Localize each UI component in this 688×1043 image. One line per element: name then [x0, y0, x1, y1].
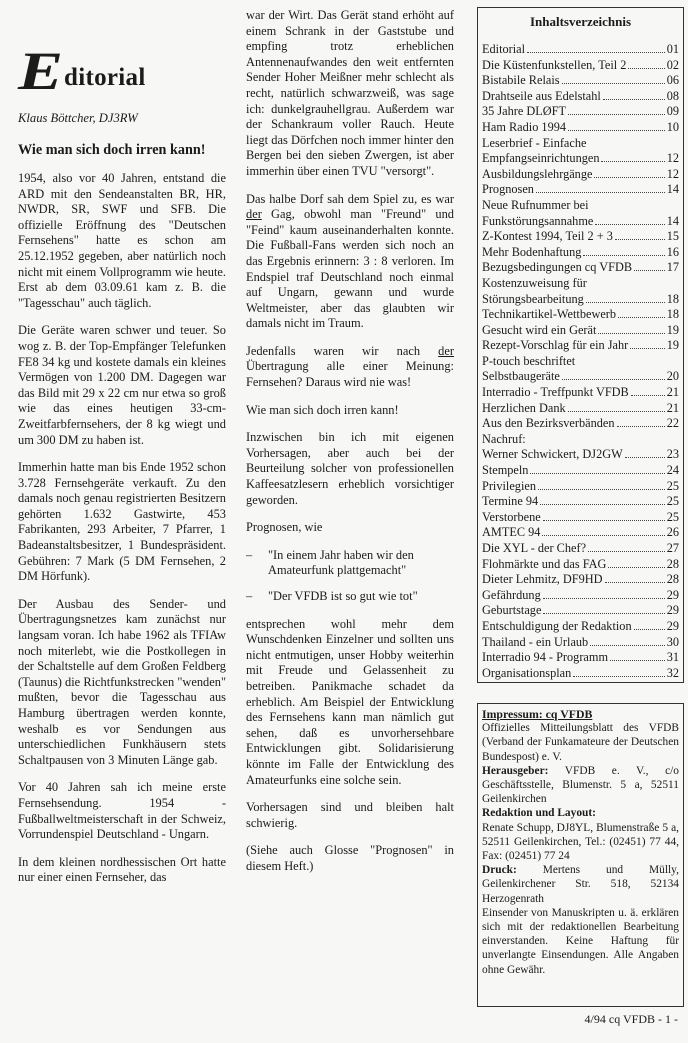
toc-leader-dots — [618, 317, 665, 318]
toc-entry-page: 17 — [666, 260, 679, 275]
toc-entry — [482, 588, 679, 604]
toc-leader-dots — [527, 52, 665, 53]
toc-entry-title: Termine 94 — [482, 494, 539, 509]
toc-entry-page: 14 — [666, 213, 679, 228]
toc-entry-page: 21 — [666, 400, 679, 415]
toc-entry-title: Die Küstenfunkstellen, Teil 2 — [482, 57, 627, 72]
toc-entry-page: 32 — [666, 665, 679, 680]
toc-entry — [482, 167, 679, 183]
toc-entry-title: Dieter Lehmitz, DF9HD — [482, 572, 603, 587]
impressum-note: Einsender von Manuskripten u. ä. erklären sich mit der redaktionellen Bearbeitung einverstanden. Keine Haftung für unverlangte Einsendungen. Alle Angaben ohne Gewähr. — [482, 906, 679, 976]
toc-entry — [482, 354, 679, 385]
toc-entry-title: Gefährdung — [482, 587, 541, 602]
toc-entry — [482, 479, 679, 495]
toc-entry-page: 22 — [666, 416, 679, 431]
column-left — [18, 0, 226, 898]
toc-entry — [482, 650, 679, 666]
toc-entry — [482, 603, 679, 619]
toc-entry-prefix: Leserbrief - Einfache — [482, 135, 587, 150]
impressum-intro: Offizielles Mitteilungsblatt des VFDB (Verband der Funkamateure der Deutschen Bundespost) e. V. — [482, 722, 679, 763]
toc-entry — [482, 120, 679, 136]
toc-entry-page: 27 — [666, 541, 679, 555]
toc-entry-title: Geburtstage — [482, 603, 542, 618]
toc-leader-dots — [603, 99, 665, 100]
column-right — [477, 7, 684, 1007]
toc-entry — [482, 276, 679, 307]
toc-entry — [482, 666, 679, 682]
toc-entry-page: 19 — [666, 338, 679, 353]
editorial-headline: Wie man sich doch irren kann! — [18, 142, 206, 158]
toc-entry — [482, 525, 679, 541]
toc-entry-page: 18 — [666, 307, 679, 322]
toc-entry-page: 16 — [666, 244, 679, 259]
toc-leader-dots — [586, 302, 665, 303]
paragraph: Wie man sich doch irren kann! — [246, 402, 399, 417]
toc-entry-title: Interradio 94 - Programm — [482, 650, 609, 665]
toc-entry-title: Herzlichen Dank — [482, 400, 566, 415]
toc-entry-title: Funkstörungsannahme — [482, 213, 594, 228]
toc-entry-prefix: Neue Rufnummer bei — [482, 197, 589, 212]
toc-leader-dots — [583, 255, 664, 256]
toc-entry-title: Ausbildungslehrgänge — [482, 166, 593, 181]
toc-entry-page: 31 — [666, 650, 679, 665]
toc-entry — [482, 635, 679, 651]
toc-entry — [482, 58, 679, 74]
toc-entry — [482, 42, 679, 58]
toc-entry-page: 14 — [666, 182, 679, 197]
toc-entry-title: Rezept-Vorschlag für ein Jahr — [482, 338, 629, 353]
toc-entry-page: 18 — [666, 291, 679, 306]
toc-leader-dots — [573, 676, 664, 677]
toc-entry — [482, 385, 679, 401]
toc-entry-page: 01 — [666, 42, 679, 56]
paragraph: Prognosen, wie — [246, 520, 323, 535]
toc-entry — [482, 432, 679, 463]
toc-entry-title: Mehr Bodenhaftung — [482, 244, 582, 259]
toc-leader-dots — [568, 114, 665, 115]
toc-entry-page: 29 — [666, 603, 679, 618]
toc-entry — [482, 307, 679, 323]
toc-entry-page: 15 — [666, 229, 679, 244]
toc-entry-title: AMTEC 94 — [482, 525, 541, 540]
toc-entry-page: 19 — [666, 322, 679, 337]
toc-entry — [482, 73, 679, 89]
toc-leader-dots — [594, 177, 664, 178]
toc-entry-prefix: P-touch beschriftet — [482, 353, 576, 368]
toc-leader-dots — [625, 457, 665, 458]
paragraph: entsprechen wohl mehr dem Wunschdenken Einzelner und sollten uns nicht entmutigen, unser Hobby weiterhin mit Freude und Gelassenheit zu betreiben. Panikmache schadet da erheblich. Am Beispiel der Entwicklung des Fernsehens kann man nämlich gut sehen, daß es unvorhersehbare Entwicklungen gibt. Solidarisierung könnte im Falle der Entwicklung des Amateurfunks eine solche sein. — [246, 616, 454, 787]
toc-leader-dots — [588, 551, 665, 552]
toc-leader-dots — [538, 489, 665, 490]
toc-entry-title: Empfangseinrichtungen — [482, 151, 600, 166]
toc-entry — [482, 245, 679, 261]
toc-entry-page: 23 — [666, 447, 679, 462]
toc-entry — [482, 557, 679, 573]
editorial-logo — [18, 41, 226, 101]
paragraph: Das halbe Dorf sah dem Spiel zu, es war der Gag, obwohl man "Freund" und "Feind" kaum auseinanderhalten konnte. Die Fußball-Fans werden sich noch an das Ergebnis erinnern: 3 : 8 verloren. Im Endspiel traf Deutschland noch einmal auf Ungarn, gewann und wurde Weltmeister, aber das glaubten wir damals nicht im Traum. — [246, 191, 454, 331]
toc-leader-dots — [630, 348, 664, 349]
toc-entry — [482, 510, 679, 526]
toc-entry-title: Bistabile Relais — [482, 73, 560, 88]
toc-entry-page: 12 — [666, 166, 679, 181]
toc-entry — [482, 416, 679, 432]
toc-entry-title: Drahtseile aus Edelstahl — [482, 88, 601, 103]
toc-entry — [482, 323, 679, 339]
toc-entry — [482, 541, 679, 557]
paragraph: Jedenfalls waren wir nach der Übertragung alle einer Meinung: Fernsehen? Daraus wird nie was! — [246, 343, 454, 390]
table-of-contents — [477, 7, 684, 683]
toc-entry — [482, 229, 679, 245]
toc-entry-page: 06 — [666, 73, 679, 88]
toc-entry-page: 24 — [666, 463, 679, 478]
toc-entry-page: 21 — [666, 385, 679, 400]
toc-leader-dots — [634, 270, 665, 271]
toc-leader-dots — [628, 68, 664, 69]
toc-entry-title: Störungsbearbeitung — [482, 291, 584, 306]
impressum-publisher: Herausgeber: VFDB e. V., c/o Geschäftsstelle, Blumenstr. 5 a, 52511 Geilenkirchen — [482, 764, 679, 806]
toc-entry-page: 28 — [666, 556, 679, 571]
toc-entry-title: Stempeln — [482, 463, 529, 478]
toc-entry-page: 25 — [666, 494, 679, 509]
toc-entry-title: Technikartikel-Wettbewerb — [482, 307, 617, 322]
paragraph: Immerhin hatte man bis Ende 1952 schon 3.728 Fernsehgeräte verkauft. Zu den damals noch genau registrierten Besitzern gehörten 1.632 Gastwirte, 453 Fabrikanten, 293 Arbeiter, 7 Pfarrer, 1 Badeanstaltsbesitzer, 1 Bundespräsident. Gebühren: 7 Mark (5 DM Fernsehen, 2 DM Hörfunk). — [18, 460, 226, 584]
toc-entry-title: Thailand - ein Urlaub — [482, 634, 589, 649]
page-footer: 4/94 cq VFDB - 1 - — [584, 1012, 678, 1026]
toc-leader-dots — [590, 645, 665, 646]
toc-entry-title: Werner Schwickert, DJ2GW — [482, 447, 623, 462]
toc-entry — [482, 89, 679, 105]
toc-entry-page: 02 — [666, 57, 679, 72]
toc-entry — [482, 494, 679, 510]
column-middle — [246, 8, 454, 887]
toc-entry-page: 09 — [666, 104, 679, 119]
impressum-editorial: Renate Schupp, DJ8YL, Blumenstraße 5 a, 52511 Geilenkirchen, Tel.: (02451) 77 44, Fax: (02451) 77 24 — [482, 821, 679, 863]
toc-leader-dots — [543, 613, 664, 614]
toc-entry-title: Gesucht wird ein Gerät — [482, 322, 597, 337]
toc-entry — [482, 401, 679, 417]
toc-leader-dots — [595, 224, 664, 225]
toc-entry-page: 26 — [666, 525, 679, 540]
paragraph: Vorhersagen sind und bleiben halt schwierig. — [246, 800, 454, 830]
toc-entry-page: 10 — [666, 119, 679, 134]
toc-leader-dots — [634, 629, 665, 630]
toc-leader-dots — [598, 333, 664, 334]
paragraph: Inzwischen bin ich mit eigenen Vorhersagen, aber auch bei der Beurteilung solcher von professionellen Kaffeesatzlesern erheblich vorsichtiger geworden. — [246, 430, 454, 507]
impressum-print: Druck: Mertens und Mülly, Geilenkirchener Str. 518, 52134 Herzogenrath — [482, 864, 679, 905]
toc-entry-title: Entschuldigung der Redaktion — [482, 618, 632, 633]
impressum-editorial-label: Redaktion und Layout: — [482, 807, 596, 820]
toc-entry — [482, 572, 679, 588]
toc-entry-title: Bezugsbedingungen cq VFDB — [482, 260, 633, 275]
toc-entry-page: 12 — [666, 151, 679, 166]
toc-entry-page: 28 — [666, 572, 679, 587]
paragraph: war der Wirt. Das Gerät stand erhöht auf einem Schrank in der Gaststube und empfing trotz erheblichen Antennenaufwandes den weit entfernten Sender Hoher Meißner mehr schlecht als recht, natürlich schwarzweiß, was sage ich: dunkelgrauhellgrau. Außerdem war der Schankraum voller Rauch. Heute liegt das Dörfchen noch immer hinter den Bergen bei den sieben Zwergen, ist aber immerhin über einen TVU "versorgt". — [246, 8, 454, 178]
toc-entry-title: Die XYL - der Chef? — [482, 541, 587, 555]
author-line: Klaus Böttcher, DJ3RW — [18, 111, 138, 125]
impressum-title: Impressum: cq VFDB — [482, 707, 593, 721]
toc-entry — [482, 136, 679, 167]
toc-entry-title: Z-Kontest 1994, Teil 2 + 3 — [482, 229, 613, 244]
toc-leader-dots — [617, 426, 665, 427]
toc-entry — [482, 182, 679, 198]
list-item: – "In einem Jahr haben wir den Amateurfunk plattgemacht" — [246, 547, 414, 578]
toc-entry-title: Selbstbaugeräte — [482, 369, 560, 384]
toc-leader-dots — [610, 660, 665, 661]
toc-entry — [482, 260, 679, 276]
toc-entry-page: 08 — [666, 88, 679, 103]
paragraph: (Siehe auch Glosse "Prognosen" in diesem Heft.) — [246, 843, 454, 873]
toc-title: Inhaltsverzeichnis — [529, 14, 632, 29]
toc-entry-page: 25 — [666, 478, 679, 493]
toc-leader-dots — [542, 535, 664, 536]
toc-entry-page: 30 — [666, 634, 679, 649]
paragraph: Die Geräte waren schwer und teuer. So wog z. B. der Top-Empfänger Telefunken FE8 34 kg und kostete damals ein kleines Vermögen von 1.200 DM. Dagegen war das Bild mit 29 x 22 cm nur etwa so groß wie das eines heutigen 33-cm-Zweitfarbfernsehers, der 8 kg wiegt und um 300 DM zu haben ist. — [18, 323, 226, 447]
list-item: – "Der VFDB ist so gut wie tot" — [246, 589, 418, 603]
toc-entry-title: Interradio - Treffpunkt VFDB — [482, 385, 629, 400]
toc-entry-page: 25 — [666, 509, 679, 524]
toc-leader-dots — [601, 161, 664, 162]
logo-word: ditorial — [64, 64, 146, 91]
toc-leader-dots — [605, 582, 665, 583]
paragraph: 1954, also vor 40 Jahren, entstand die ARD mit den Sendeanstalten BR, HR, NWDR, SR, SWF und SFB. Die offizielle Eröffnung des "Deutschen Fernsehens" hatte es schon am 25.12.1952 gegeben, aber natürlich noch nicht mit einem Vollprogramm wie heute. Erst ab dem 03.09.61 kam z. B. die "Tagesschau" auch täglich. — [18, 171, 226, 310]
toc-entry-page: 20 — [666, 369, 679, 384]
toc-entry-title: Verstorbene — [482, 509, 541, 524]
paragraph: In dem kleinen nordhessischen Ort hatte nur einer einen Fernseher, das — [18, 854, 226, 885]
toc-entry-prefix: Kostenzuweisung für — [482, 275, 587, 290]
toc-entry-title: Ham Radio 1994 — [482, 119, 567, 134]
toc-entry — [482, 338, 679, 354]
toc-leader-dots — [562, 379, 665, 380]
toc-leader-dots — [540, 504, 665, 505]
toc-entry-title: 35 Jahre DLØFT — [482, 104, 567, 119]
impressum-box — [477, 703, 684, 1007]
toc-entry-prefix: Nachruf: — [482, 431, 526, 446]
toc-entry-title: Flohmärkte und das FAG — [482, 556, 607, 571]
toc-entry — [482, 619, 679, 635]
toc-entry-page: 29 — [666, 587, 679, 602]
toc-list — [482, 42, 679, 681]
toc-entry — [482, 104, 679, 120]
toc-leader-dots — [530, 473, 664, 474]
paragraph: Der Ausbau des Sender- und Übertragungsnetzes kam zunächst nur langsam voran. Ich habe 1962 als TFIAw noch miterlebt, wie die Postkollegen in der Schaltstelle auf dem Großen Feldberg (Taunus) die Richtfunkstrecken "wenden" mußten, bevor die Tagesschau aus Hamburg übertragen werden konnte, weshalb es vor Sendungen aus unterschiedlichen Funkhäusern stets Schaltpausen von 3 Minuten Länge gab. — [18, 596, 226, 767]
toc-leader-dots — [615, 239, 665, 240]
toc-entry — [482, 463, 679, 479]
toc-leader-dots — [543, 520, 665, 521]
toc-entry-title: Aus den Bezirksverbänden — [482, 416, 615, 431]
paragraph: Vor 40 Jahren sah ich meine erste Fernsehsendung. 1954 - Fußballweltmeisterschaft in der Schweiz, Vorrundenspiel Deutschland - Ungarn. — [18, 780, 226, 842]
toc-entry — [482, 198, 679, 229]
toc-leader-dots — [536, 192, 665, 193]
toc-leader-dots — [543, 598, 665, 599]
toc-entry-title: Prognosen — [482, 182, 534, 197]
toc-leader-dots — [608, 567, 664, 568]
logo-initial: E — [18, 41, 64, 101]
toc-entry-title: Editorial — [482, 42, 526, 56]
toc-entry-title: Privilegien — [482, 478, 536, 493]
toc-entry-page: 29 — [666, 618, 679, 633]
quote-list — [246, 548, 454, 605]
toc-leader-dots — [562, 83, 665, 84]
toc-leader-dots — [568, 411, 665, 412]
toc-entry-title: Organisationsplan — [482, 665, 572, 680]
toc-leader-dots — [631, 395, 665, 396]
toc-leader-dots — [568, 130, 665, 131]
